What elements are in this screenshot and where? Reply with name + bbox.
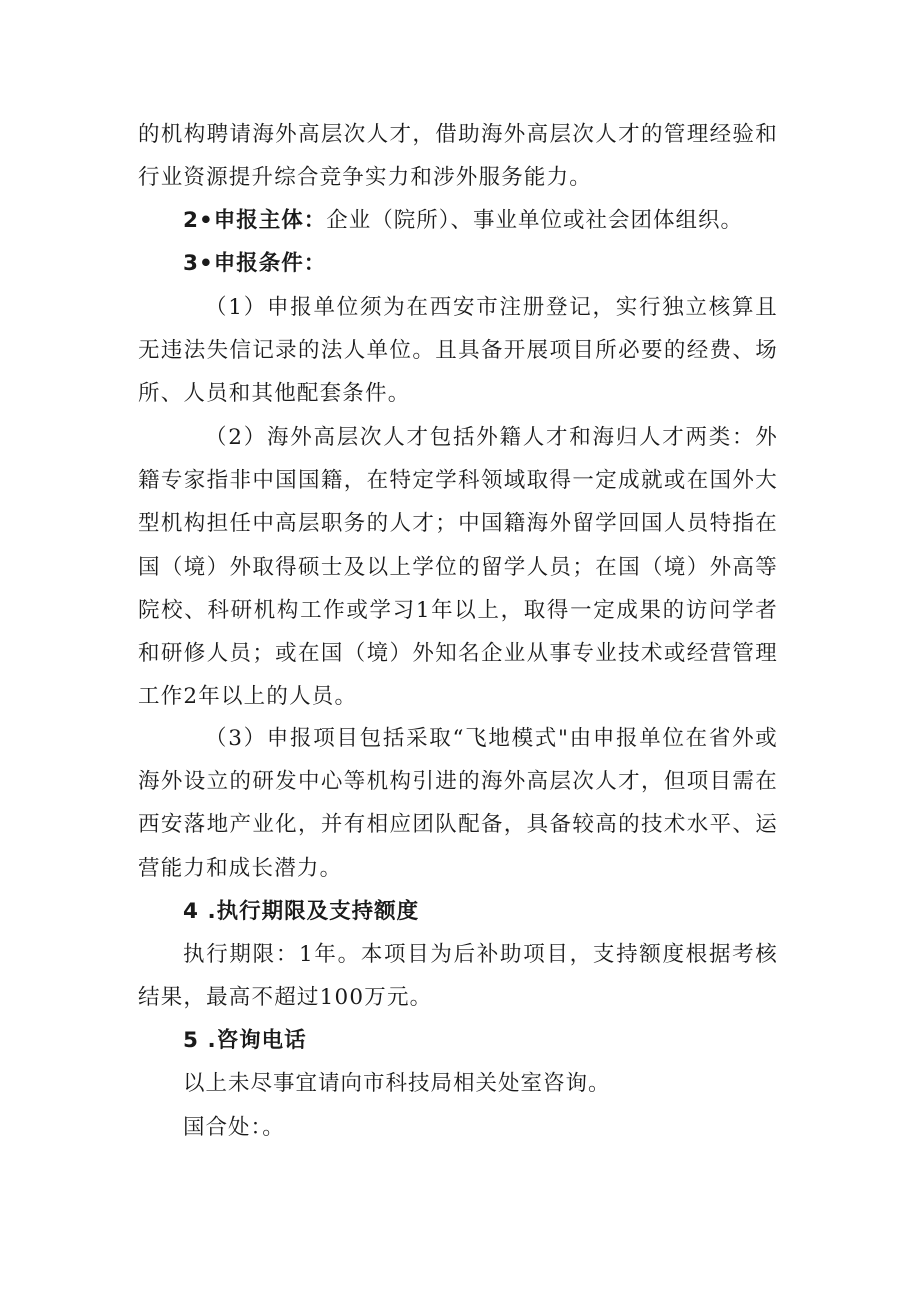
section-2-heading xyxy=(183,199,743,242)
section-5-line-2: 国合处：。 xyxy=(183,1115,285,1140)
section-5-line-1: 以上未尽事宜请向市科技局相关处室咨询。 xyxy=(183,1071,611,1096)
section-2-content: 企业（院所）、事业单位或社会团体组织。 xyxy=(326,208,743,233)
section-2-title: 2•申报主体： xyxy=(183,208,327,233)
section-5-heading: 5 .咨询电话 xyxy=(183,1028,307,1053)
continuation-paragraph: 的机构聘请海外高层次人才，借助海外高层次人才的管理经验和行业资源提升综合竞争实力和涉外服务能力。 xyxy=(138,122,778,191)
section-4-heading: 4 .执行期限及支持额度 xyxy=(183,899,420,924)
section-4-paragraph: 执行期限：1年。本项目为后补助项目，支持额度根据考核结果，最高不超过100万元。 xyxy=(138,942,778,1011)
section-3-title: 3•申报条件： xyxy=(183,251,327,276)
condition-2-paragraph: （2）海外高层次人才包括外籍人才和海归人才两类：外籍专家指非中国国籍，在特定学科领域取得一定成就或在国外大型机构担任中高层职务的人才；中国籍海外留学回国人员特指在国（境）外取得硕士及以上学位的留学人员；在国（境）外高等院校、科研机构工作或学习1年以上，取得一定成果的访问学者和研修人员；或在国（境）外知名企业从事专业技术或经营管理工作2年以上的人员。 xyxy=(138,425,778,710)
condition-1-paragraph: （1）申报单位须为在西安市注册登记，实行独立核算且无违法失信记录的法人单位。且具备开展项目所必要的经费、场所、人员和其他配套条件。 xyxy=(138,295,778,407)
condition-3-paragraph: （3）申报项目包括采取“飞地模式"由申报单位在省外或海外设立的研发中心等机构引进的海外高层次人才，但项目需在西安落地产业化，并有相应团队配备，具备较高的技术水平、运营能力和成长潜力。 xyxy=(138,726,778,881)
section-3-heading xyxy=(183,242,326,285)
